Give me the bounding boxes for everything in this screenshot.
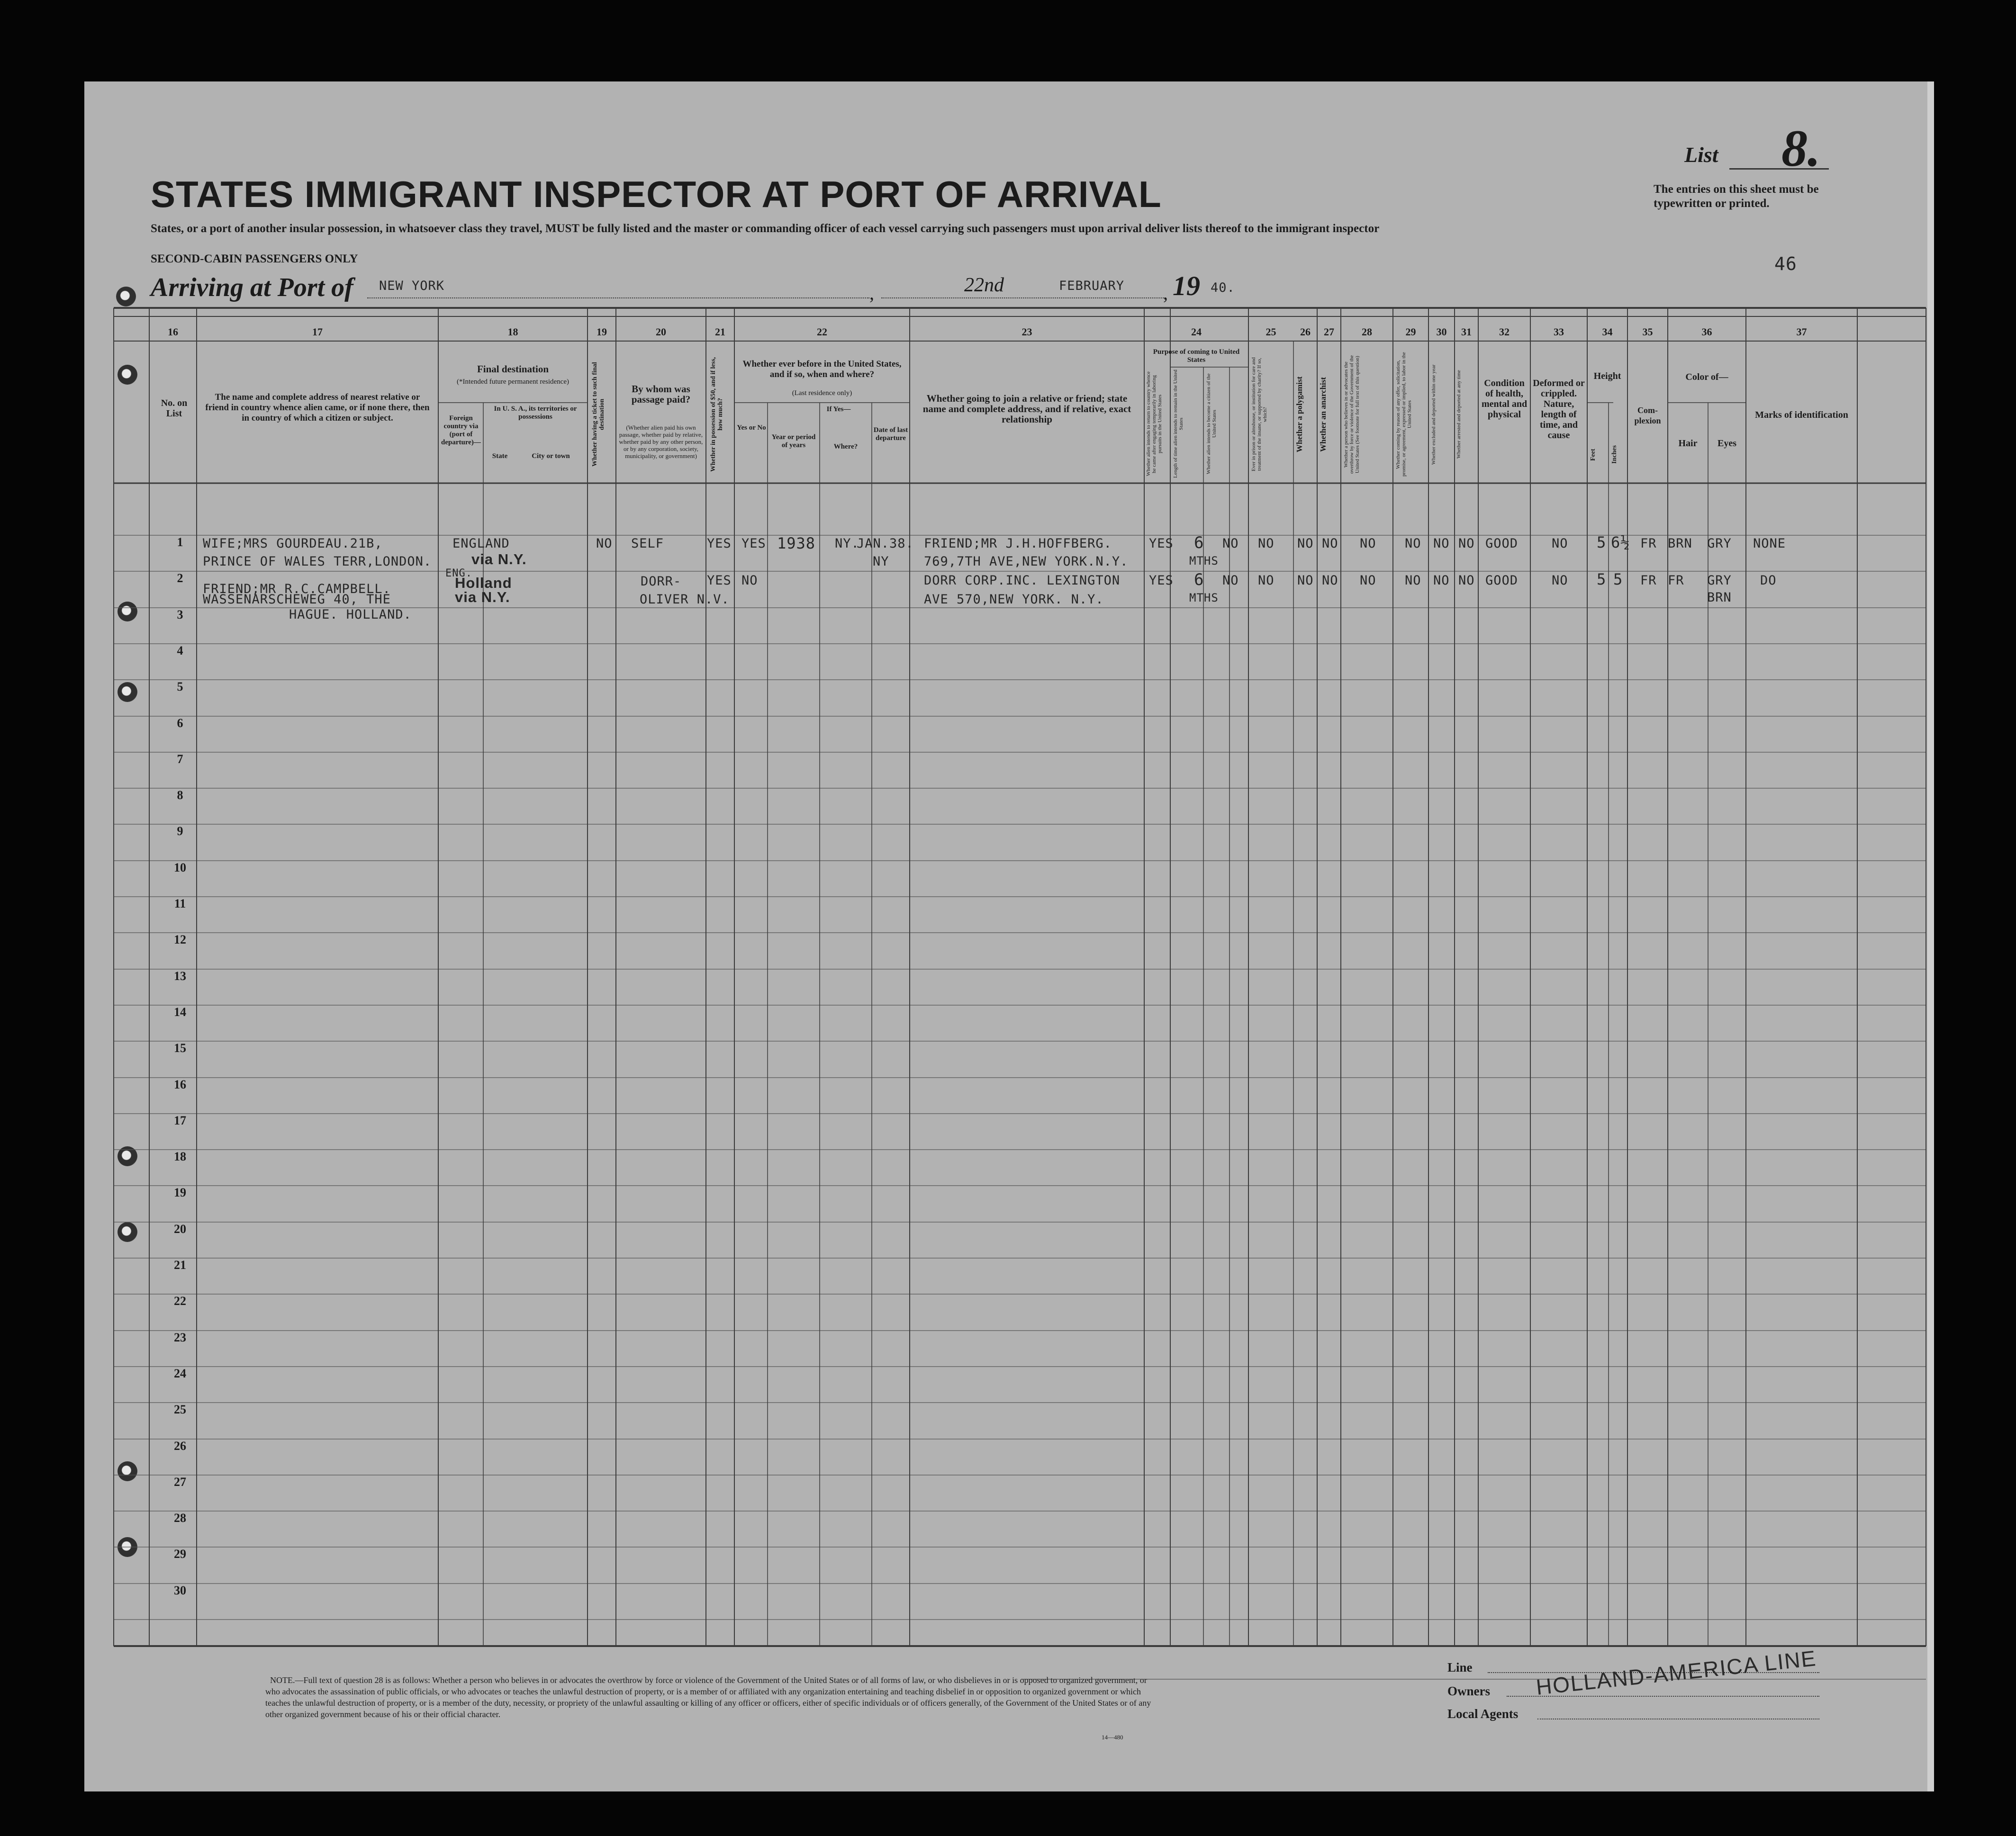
r1-date-line2: NY: [873, 554, 889, 569]
r1-polygamist: NO: [1297, 536, 1314, 551]
agents-label: Local Agents: [1447, 1707, 1519, 1721]
header-polygamist: Whether a polygamist: [1295, 376, 1304, 453]
header-final-destination-sub: (*Intended future permanent residence): [457, 378, 569, 386]
r1-passage: SELF: [631, 536, 664, 551]
row-number: 29: [174, 1547, 186, 1561]
r2-marks: DO: [1760, 573, 1777, 588]
row-number: 27: [174, 1475, 186, 1489]
line-label: Line: [1447, 1660, 1473, 1674]
header-arrested: Whether arrested and deported at any time: [1456, 370, 1462, 459]
year-prefix: 19: [1173, 270, 1200, 301]
header-foreign-country: Foreign country via (port of departure)—: [441, 414, 481, 446]
colnum-18: 18: [507, 326, 518, 338]
header-color: Color of—: [1685, 372, 1728, 382]
row-number: 11: [174, 897, 186, 910]
row-number: 13: [174, 969, 186, 983]
r2-citizen: NO: [1222, 573, 1239, 588]
r1-offer: NO: [1405, 536, 1421, 551]
r1-hair: BRN: [1668, 536, 1692, 551]
row-number: 19: [174, 1186, 186, 1199]
row-number: 28: [174, 1511, 186, 1525]
header-eyes: Eyes: [1718, 438, 1736, 449]
colnum-21: 21: [715, 326, 725, 338]
r2-eyes: GRY: [1707, 573, 1732, 588]
header-purpose-a: Whether alien intends to return to country whence he came after engaging temporarily in laboring pursuits in the United States: [1146, 371, 1163, 477]
r2-offer: NO: [1405, 573, 1421, 588]
r2-hair: FR: [1668, 573, 1684, 588]
row-number: 14: [174, 1005, 186, 1019]
row-number: 25: [174, 1403, 186, 1416]
row-number: 24: [174, 1367, 186, 1380]
comma: ,: [869, 282, 874, 304]
header-purpose-c: Whether alien intends to become a citizen of the United States: [1206, 373, 1217, 475]
colnum-20: 20: [656, 326, 666, 338]
comma: ,: [1163, 282, 1168, 304]
cabin-class: SECOND-CABIN PASSENGERS ONLY: [151, 252, 358, 265]
row-number: 12: [174, 933, 186, 946]
colnum-22: 22: [817, 326, 827, 338]
header-purpose-b: Length of time alien intends to remain in the United States: [1173, 369, 1184, 478]
colnum-27: 27: [1324, 326, 1334, 338]
form-number: 14—480: [1102, 1734, 1123, 1741]
r2-join-line2: AVE 570,NEW YORK. N.Y.: [924, 592, 1104, 607]
row-number: 26: [174, 1439, 186, 1453]
r1-prison: NO: [1258, 536, 1275, 551]
row-number: 18: [174, 1150, 186, 1163]
subtitle: States, or a port of another insular possession, in whatsoever class they travel, MUST be fully listed and the master or commanding officer of each vessel carrying such passengers must upon arrival deliver lists thereof to the immigrant inspector: [151, 222, 1380, 235]
row-number: 15: [174, 1041, 186, 1055]
arrival-day: 22nd: [964, 274, 1004, 296]
row-number: 4: [177, 644, 183, 657]
r2-feet: 5: [1597, 570, 1607, 588]
colnum-31: 31: [1461, 326, 1472, 338]
r2-passage-line2: OLIVER N.V.: [640, 592, 730, 607]
owners-label: Owners: [1447, 1684, 1490, 1698]
r2-complexion: FR: [1640, 573, 1657, 588]
r1-complexion: FR: [1640, 536, 1657, 551]
entries-note: The entries on this sheet must be typewritten or printed.: [1654, 183, 1819, 210]
row-number: 17: [174, 1114, 186, 1127]
r1-deformed: NO: [1552, 536, 1568, 551]
r2-relative: FRIEND;MR R.C.CAMPBELL.: [203, 582, 391, 596]
header-join-relative: Whether going to join a relative or friend; state name and complete address, and if relative, exact relationship: [922, 393, 1131, 425]
page-title: STATES IMMIGRANT INSPECTOR AT PORT OF ARRIVAL: [151, 173, 1162, 215]
r2-foreign: Holland: [455, 575, 512, 591]
list-number: 8.: [1781, 119, 1821, 177]
row-number: 9: [177, 824, 183, 838]
header-fifty-dollars: Whether in possession of $50, and if less, how much?: [710, 357, 724, 472]
r1-foreign: ENGLAND: [452, 536, 510, 551]
colnum-33: 33: [1554, 326, 1564, 338]
r2-return: YES: [1149, 573, 1174, 588]
r1-date: JAN.38.: [857, 536, 914, 551]
header-if-yes: If Yes—: [826, 405, 851, 413]
header-passage-paid-sub: (Whether alien paid his own passage, whether paid by relative, whether paid by any other person, or by any corporation, society, municipality, or government): [619, 424, 703, 459]
r1-marks: NONE: [1753, 536, 1786, 551]
r1-overthrow: NO: [1360, 536, 1376, 551]
header-final-destination: Final destination: [477, 363, 549, 375]
r1-foreign-line3: ENG.: [445, 567, 472, 579]
r1-anarchist: NO: [1322, 536, 1338, 551]
r1-fifty: YES: [707, 536, 732, 551]
header-purpose: Purpose of coming to United States: [1153, 348, 1240, 364]
r1-health: GOOD: [1485, 536, 1519, 551]
r1-arrested: NO: [1458, 536, 1475, 551]
r2-prison: NO: [1258, 573, 1275, 588]
header-excluded: Whether excluded and deported within one year: [1431, 364, 1437, 465]
row-number: 10: [174, 861, 186, 874]
header-offer-labor: Whether coming by reason of any offer, solicitation, promise, or agreement, expressed or implied, to labor in the United States: [1395, 352, 1412, 477]
r1-join: FRIEND;MR J.H.HOFFBERG.: [924, 536, 1112, 551]
r2-fifty: YES: [707, 573, 732, 588]
colnum-30: 30: [1436, 326, 1447, 338]
colnum-28: 28: [1362, 326, 1372, 338]
r1-relative-line2: PRINCE OF WALES TERR,LONDON.: [203, 554, 432, 569]
arrival-month: FEBRUARY: [1059, 279, 1125, 293]
r2-passage: DORR-: [641, 574, 682, 589]
colnum-35: 35: [1642, 326, 1653, 338]
row-number: 6: [177, 716, 183, 730]
row-number: 30: [174, 1584, 186, 1597]
year-suffix: 40.: [1211, 280, 1235, 295]
header-usa: In U. S. A., its territories or possessions: [494, 405, 577, 421]
r1-feet: 5: [1597, 533, 1607, 551]
row-number: 21: [174, 1258, 186, 1272]
r2-overthrow: NO: [1360, 573, 1376, 588]
r1-where: NY.: [835, 536, 859, 551]
header-feet: Feet: [1590, 449, 1597, 461]
row-number: 2: [177, 571, 183, 585]
r2-polygamist: NO: [1297, 573, 1314, 588]
r1-length: 6: [1194, 533, 1204, 552]
list-label: List: [1684, 143, 1718, 167]
row-number: 5: [177, 680, 183, 693]
header-hair: Hair: [1678, 438, 1698, 449]
r2-before: NO: [741, 573, 758, 588]
row-number: 22: [174, 1294, 186, 1308]
header-health: Condition of health, mental and physical: [1481, 378, 1528, 420]
r1-join-line2: 769,7TH AVE,NEW YORK.N.Y.: [924, 554, 1129, 569]
colnum-32: 32: [1499, 326, 1510, 338]
colnum-37: 37: [1796, 326, 1807, 338]
header-year: Year or period of years: [771, 433, 816, 449]
company-stamp: HOLLAND-AMERICA LINE: [1535, 1646, 1818, 1700]
r2-length: 6: [1194, 570, 1204, 589]
r1-year: 1938: [777, 534, 816, 552]
header-inches: Inches: [1611, 445, 1618, 464]
row-number: 8: [177, 788, 183, 802]
header-nearest-relative: The name and complete address of nearest relative or friend in country whence alien came, or if none there, then in country of which a citizen or subject.: [205, 392, 430, 423]
r2-eyes-line2: BRN: [1707, 590, 1732, 605]
r1-excluded: NO: [1433, 536, 1450, 551]
row-number: 7: [177, 752, 183, 766]
header-ticket: Whether having a ticket to such final destination: [591, 362, 606, 467]
header-deformed: Deformed or crippled. Nature, length of time, and cause: [1533, 378, 1585, 441]
row-number: 20: [174, 1222, 186, 1236]
r1-length-unit: MTHS: [1189, 554, 1219, 567]
colnum-26: 26: [1300, 326, 1311, 338]
r2-relative-line2: WASSENARSCHEWEG 40, THE: [203, 592, 391, 607]
header-prison: Ever in prison or almshouse, or institution for care and treatment of the insane, or supported by charity? If so, which?: [1251, 357, 1268, 472]
header-before-in-us: Whether ever before in the United States, and if so, when and where?: [742, 359, 902, 379]
colnum-17: 17: [312, 326, 323, 338]
r1-relative: WIFE;MRS GOURDEAU.21B,: [203, 536, 383, 551]
r2-join: DORR CORP.INC. LEXINGTON: [924, 573, 1121, 588]
r1-inches: 6½: [1611, 533, 1630, 551]
r2-deformed: NO: [1552, 573, 1568, 588]
r2-length-unit: MTHS: [1189, 591, 1219, 604]
colnum-23: 23: [1022, 326, 1032, 338]
colnum-29: 29: [1405, 326, 1416, 338]
r2-health: GOOD: [1485, 573, 1519, 588]
r1-via: via N.Y.: [471, 551, 527, 567]
colnum-16: 16: [168, 326, 178, 338]
r2-via: via N.Y.: [455, 589, 510, 605]
colnum-34: 34: [1602, 326, 1613, 338]
header-marks: Marks of identification: [1755, 410, 1848, 420]
r1-before: YES: [741, 536, 766, 551]
colnum-36: 36: [1701, 326, 1712, 338]
header-date-departure: Date of last departure: [873, 426, 908, 442]
arriving-label: Arriving at Port of: [151, 273, 353, 302]
footer-note: NOTE.—Full text of question 28 is as follows: Whether a person who believes in or advocates the overthrow by force or violence of the Government of the United States or of all forms of law, or who disbelieves in or is opposed to organized government, or who advocates the assassination of public officials, or who advocates or teaches the unlawful destruction of property, or is a member of or affiliated with any organization entertaining and teaching disbelief in or opposition to organized government or which teaches the unlawful destruction of property, or is a member of the duty, necessity, or propriety of the unlawful assaulting or killing of any officer or officers, either of specific individuals or of officers generally, of the Government of the United States or of any other organized government because of his or their official character.: [265, 1675, 1151, 1719]
header-no-on-list: No. on List: [161, 398, 188, 419]
r1-return: YES: [1149, 536, 1174, 551]
row-number: 16: [174, 1078, 186, 1091]
r2-inches: 5: [1613, 570, 1623, 588]
r1-ticket: NO: [596, 536, 613, 551]
sheet-number: 46: [1774, 253, 1797, 274]
colnum-24: 24: [1191, 326, 1202, 338]
header-complexion: Com- plexion: [1634, 405, 1661, 425]
header-overthrow: Whether a person who believes in or advocates the overthrow by force or violence of the Government of the United States (See footnote for full text of this question): [1343, 355, 1360, 474]
row-number: 23: [174, 1331, 186, 1344]
header-anarchist: Whether an anarchist: [1319, 377, 1328, 452]
header-before-in-us-sub: (Last residence only): [792, 389, 852, 397]
r2-relative-line3: HAGUE. HOLLAND.: [289, 607, 412, 622]
row-number: 3: [177, 608, 183, 621]
header-height: Height: [1593, 371, 1621, 381]
header-state: State: [492, 452, 508, 460]
row-number: 1: [177, 535, 183, 549]
r1-citizen: NO: [1222, 536, 1239, 551]
r2-anarchist: NO: [1322, 573, 1338, 588]
r2-arrested: NO: [1458, 573, 1475, 588]
header-city: City or town: [532, 452, 570, 460]
colnum-25: 25: [1266, 326, 1276, 338]
header-where: Where?: [833, 443, 858, 450]
arrival-port: NEW YORK: [379, 279, 445, 293]
r2-excluded: NO: [1433, 573, 1450, 588]
r1-eyes: GRY: [1707, 536, 1732, 551]
colnum-19: 19: [597, 326, 607, 338]
header-passage-paid: By whom was passage paid?: [631, 383, 691, 405]
header-yes-or-no: Yes or No: [737, 424, 766, 432]
